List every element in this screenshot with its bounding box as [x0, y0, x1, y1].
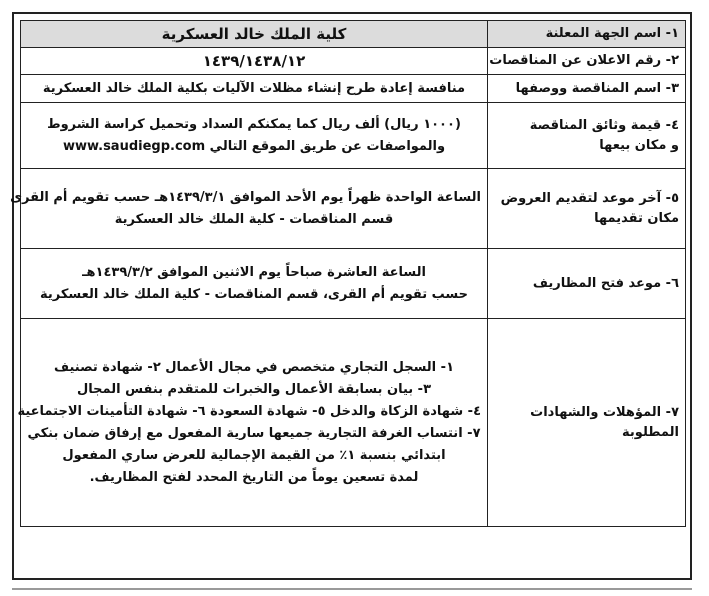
value-line: كلية الملك خالد العسكرية — [161, 25, 347, 43]
table-row — [21, 319, 686, 527]
label-line: ٣- اسم المناقصة ووصفها — [515, 80, 679, 96]
value-line: الساعة الواحدة ظهراً يوم الأحد الموافق ١٤٣٩/٣/١هـ حسب تقويم أم القرى — [10, 189, 481, 205]
table-row — [21, 169, 686, 249]
value-line: ١٤٣٩/١٤٣٨/١٢ — [202, 52, 306, 70]
row-label — [488, 169, 686, 249]
label-line: ٧- المؤهلات والشهادات — [530, 404, 679, 420]
row-label — [488, 249, 686, 319]
value-line: ابتدائي بنسبة ١٪ من القيمة الإجمالية للعرض ساري المفعول — [62, 447, 446, 463]
label-line: ٦- موعد فتح المظاريف — [532, 275, 679, 291]
label-line: المطلوبة — [622, 424, 679, 440]
label-line: مكان تقديمها — [594, 210, 679, 226]
value-line: (١٠٠٠ ريال) ألف ريال كما يمكنكم السداد وتحميل كراسة الشروط — [47, 116, 461, 132]
table-row — [21, 21, 686, 48]
table-row — [21, 75, 686, 103]
value-line: قسم المناقصات - كلية الملك خالد العسكرية — [114, 211, 394, 227]
label-line: ٤- قيمة وثائق المناقصة — [529, 117, 679, 133]
tender-notice-table — [10, 20, 686, 527]
bottom-divider — [12, 588, 692, 590]
value-line: ١- السجل التجاري متخصص في مجال الأعمال ٢- شهادة تصنيف — [53, 359, 455, 375]
row-label — [488, 21, 686, 48]
table-row — [21, 103, 686, 169]
value-line: ٣- بيان بسابقة الأعمال والخبرات للمتقدم بنفس المجال — [77, 381, 431, 397]
tender-notice-frame — [12, 12, 692, 580]
value-line: منافسة إعادة طرح إنشاء مظلات الآليات بكلية الملك خالد العسكرية — [42, 80, 466, 96]
value-line: لمدة تسعين يوماً من التاريخ المحدد لفتح المظاريف. — [89, 469, 419, 485]
table-row — [21, 249, 686, 319]
value-line: حسب تقويم أم القرى، قسم المناقصات - كلية الملك خالد العسكرية — [39, 286, 469, 302]
value-line: ٧- انتساب الغرفة التجارية جميعها سارية المفعول مع إرفاق ضمان بنكي — [27, 425, 481, 441]
row-label — [488, 48, 686, 75]
value-line: ٤- شهادة الزكاة والدخل ٥- شهادة السعودة ٦- شهادة التأمينات الاجتماعية — [17, 403, 481, 419]
value-line: الساعة العاشرة صباحاً يوم الاثنين الموافق ١٤٣٩/٣/٢هـ — [82, 264, 426, 280]
row-label — [488, 103, 686, 169]
row-label — [488, 75, 686, 103]
row-value — [21, 75, 488, 103]
label-line: ٢- رقم الاعلان عن المناقصات — [489, 53, 679, 68]
row-value — [21, 21, 488, 48]
row-value — [17, 319, 488, 527]
row-value — [10, 169, 488, 249]
value-line: والمواصفات عن طريق الموقع التالي www.saudiegp.com — [62, 138, 446, 154]
row-value — [21, 249, 488, 319]
label-line: ٥- آخر موعد لتقديم العروض — [500, 190, 679, 206]
label-line: و مكان بيعها — [599, 137, 679, 153]
table-row — [21, 48, 686, 75]
label-line: ١- اسم الجهة المعلنة — [545, 26, 679, 41]
row-value — [21, 103, 488, 169]
row-value — [21, 48, 488, 75]
row-label — [488, 319, 686, 527]
